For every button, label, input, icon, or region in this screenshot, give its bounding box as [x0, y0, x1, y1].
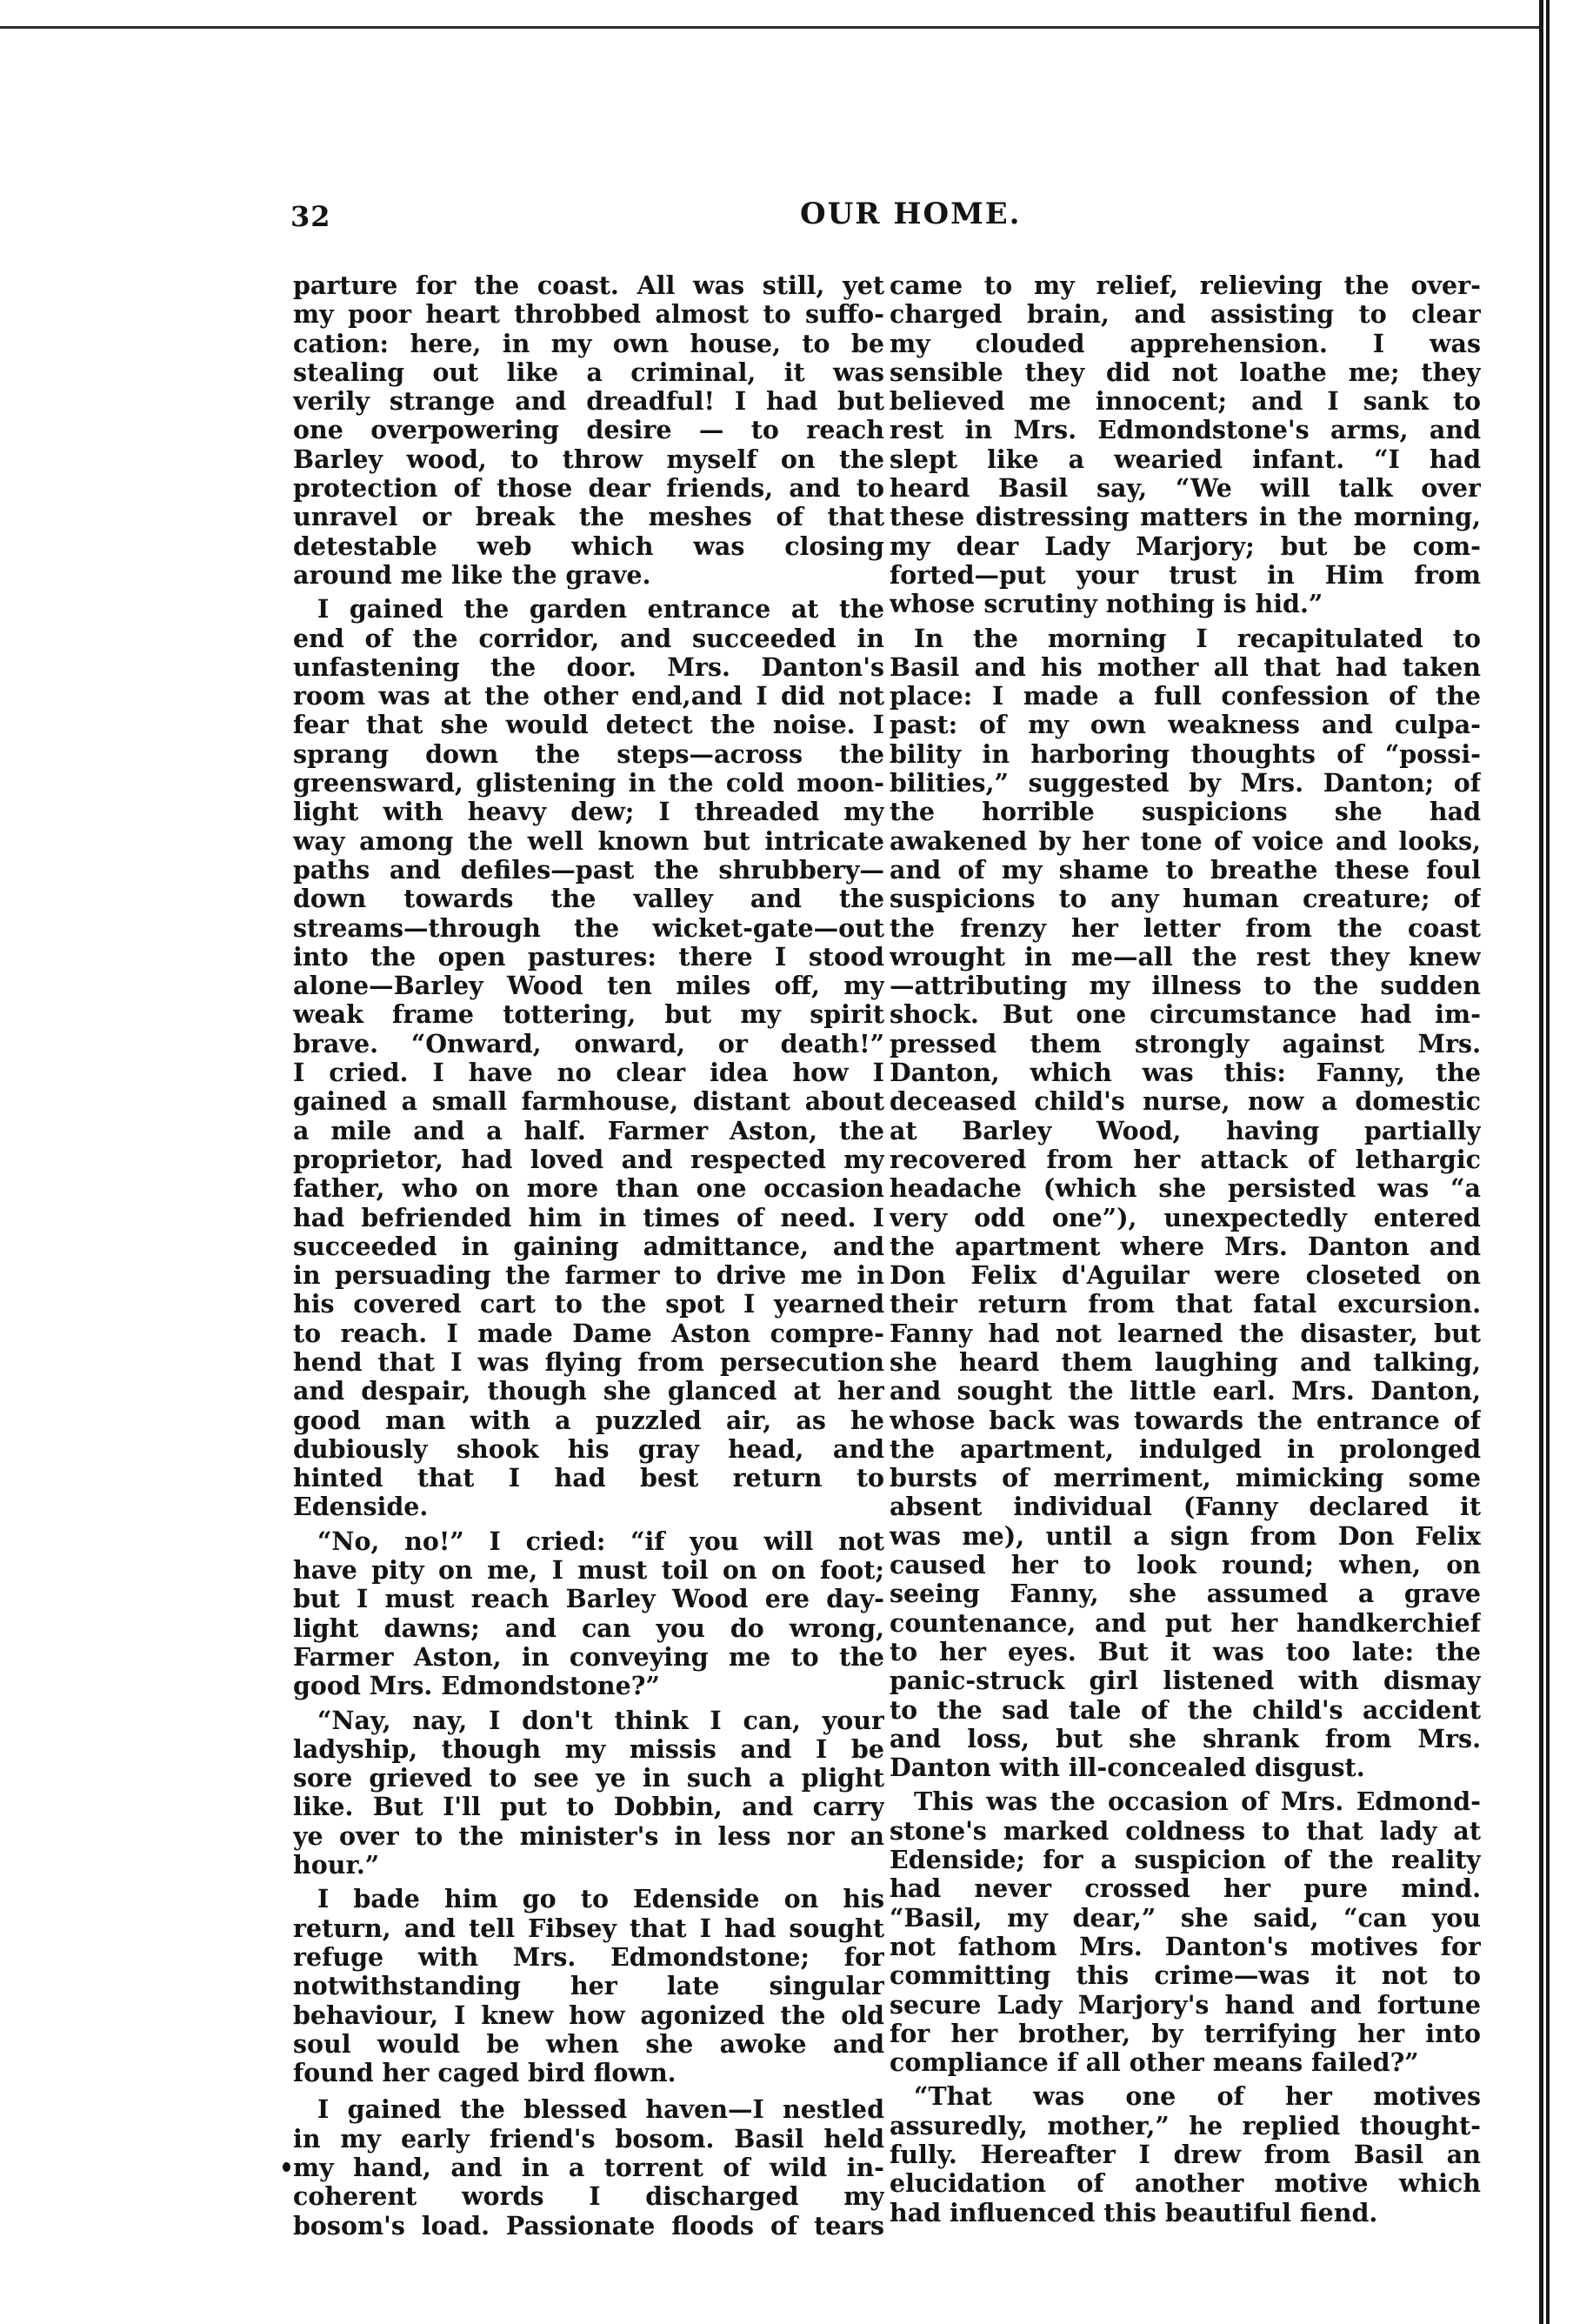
text-line: good Mrs. Edmondstone?” [293, 1672, 660, 1701]
text-line: their return from that fatal excursion. [890, 1290, 1481, 1319]
text-line: awakened by her tone of voice and looks, [890, 826, 1481, 856]
text-line: wrought in me—all the rest they knew [890, 942, 1481, 972]
text-line: —attributing my illness to the sudden [890, 972, 1481, 1001]
text-line: the horrible suspicions she had [890, 798, 1481, 827]
text-line: and loss, but she shrank from Mrs. [890, 1724, 1481, 1753]
text-line: return, and tell Fibsey that I had sought [293, 1913, 884, 1943]
paragraph-start: “No, no!” I cried: “if you will not [317, 1526, 884, 1556]
text-line: caused her to look round; when, on [890, 1551, 1481, 1580]
text-line: past: of my own weakness and culpa- [890, 711, 1481, 740]
text-line: bursts of merriment, mimicking some [890, 1464, 1481, 1493]
text-line: Don Felix d'Aguilar were closeted on [890, 1261, 1481, 1291]
text-line: Edenside; for a suspicion of the reality [890, 1846, 1481, 1875]
text-line: and sought the little earl. Mrs. Danton, [890, 1377, 1481, 1406]
text-line: his covered cart to the spot I yearned [293, 1290, 884, 1319]
text-line: Barley wood, to throw myself on the [293, 444, 884, 474]
text-line: shock. But one circumstance had im- [890, 1000, 1481, 1030]
text-line: Fanny had not learned the disaster, but [890, 1319, 1481, 1348]
text-line: my hand, and in a torrent of wild in- [293, 2154, 884, 2182]
text-line: parture for the coast. All was still, yet [293, 271, 884, 300]
text-line: brave. “Onward, onward, or death!” [293, 1029, 884, 1058]
text-line: behaviour, I knew how agonized the old [293, 2000, 884, 2030]
paragraph-start: I bade him go to Edenside on his [317, 1885, 884, 1914]
text-line: rest in Mrs. Edmondstone's arms, and [890, 416, 1481, 445]
text-line: believed me innocent; and I sank to [890, 387, 1481, 417]
ink-spot [283, 2162, 290, 2172]
text-line: my poor heart throbbed almost to suffo- [293, 300, 884, 330]
text-line: secure Lady Marjory's hand and fortune [890, 1990, 1481, 2020]
text-line: headache (which she persisted was “a [890, 1174, 1481, 1204]
text-line: coherent words I discharged my [293, 2182, 884, 2212]
text-line: bosom's load. Passionate floods of tears [293, 2211, 884, 2241]
text-line: Danton with ill-concealed disgust. [890, 1753, 1365, 1783]
text-line: one overpowering desire — to reach [293, 416, 884, 445]
text-line: committing this crime—was it not to [890, 1961, 1481, 1991]
text-line: sensible they did not loathe me; they [890, 357, 1481, 387]
text-line: bility in harboring thoughts of “possi- [890, 739, 1481, 769]
text-line: soul would be when she awoke and [293, 2029, 884, 2059]
text-line: gained a small farmhouse, distant about [293, 1087, 884, 1117]
text-line: verily strange and dreadful! I had but [293, 387, 884, 417]
paragraph-start: “That was one of her motives [914, 2082, 1481, 2112]
text-line: have pity on me, I must toil on on foot; [293, 1556, 884, 1586]
text-line: light dawns; and can you do wrong, [293, 1613, 884, 1643]
text-line: absent individual (Fanny declared it [890, 1493, 1481, 1522]
page-edge-frame [1539, 0, 1550, 2324]
text-line: hend that I was flying from persecution [293, 1347, 884, 1377]
text-line: had influenced this beautiful fiend. [890, 2198, 1378, 2227]
paragraph-start: I gained the blessed haven—I nestled [317, 2095, 884, 2125]
text-line: greensward, glistening in the cold moon- [293, 769, 884, 798]
text-line: in my early friend's bosom. Basil held [293, 2124, 884, 2154]
text-line: deceased child's nurse, now a domestic [890, 1087, 1481, 1117]
text-line: ye over to the minister's in less nor an [293, 1821, 884, 1851]
text-line: stealing out like a criminal, it was [293, 357, 884, 387]
text-line: recovered from her attack of lethargic [890, 1145, 1481, 1174]
text-line: compliance if all other means failed?” [890, 2048, 1419, 2078]
text-line: good man with a puzzled air, as he [293, 1406, 884, 1435]
text-line: had befriended him in times of need. I [293, 1203, 884, 1232]
text-line: but I must reach Barley Wood ere day- [293, 1585, 884, 1614]
text-line: Farmer Aston, in conveying me to the [293, 1642, 884, 1672]
text-line: for her brother, by terrifying her into [890, 2019, 1481, 2048]
text-line: end of the corridor, and succeeded in [293, 624, 884, 653]
text-line: Danton, which was this: Fanny, the [890, 1058, 1481, 1088]
text-line: at Barley Wood, having partially [890, 1116, 1481, 1145]
text-line: charged brain, and assisting to clear [890, 300, 1481, 330]
text-line: hour.” [293, 1851, 380, 1880]
text-line: very odd one”), unexpectedly entered [890, 1203, 1481, 1232]
text-line: the apartment, indulged in prolonged [890, 1434, 1481, 1464]
text-line: notwithstanding her late singular [293, 1972, 884, 2001]
text-line: she heard them laughing and talking, [890, 1347, 1481, 1377]
text-line: fully. Hereafter I drew from Basil an [890, 2140, 1481, 2169]
text-line: bilities,” suggested by Mrs. Danton; of [890, 769, 1481, 798]
text-line: my dear Lady Marjory; but be com- [890, 531, 1481, 561]
top-rule [0, 26, 1543, 29]
text-line: place: I made a full confession of the [890, 682, 1481, 711]
text-line: pressed them strongly against Mrs. [890, 1029, 1481, 1058]
text-line: stone's marked coldness to that lady at [890, 1816, 1481, 1846]
text-line: whose scrutiny nothing is hid.” [890, 590, 1323, 619]
text-line: suspicions to any human creature; of [890, 885, 1481, 914]
text-line: ladyship, though my missis and I be [293, 1734, 884, 1764]
paragraph-start: In the morning I recapitulated to [914, 624, 1481, 653]
right-column [890, 271, 1481, 2227]
text-line: dubiously shook his gray head, and [293, 1434, 884, 1464]
text-line: weak frame tottering, but my spirit [293, 1000, 884, 1030]
running-title: OUR HOME. [800, 197, 1022, 231]
text-line: streams—through the wicket-gate—out [293, 913, 884, 943]
text-line: around me like the grave. [293, 560, 651, 590]
text-line: succeeded in gaining admittance, and [293, 1232, 884, 1261]
text-line: seeing Fanny, she assumed a grave [890, 1579, 1481, 1609]
text-line: to reach. I made Dame Aston compre- [293, 1319, 884, 1348]
text-line: slept like a wearied infant. “I had [890, 444, 1481, 474]
text-line: room was at the other end,and I did not [293, 682, 884, 711]
text-line: light with heavy dew; I threaded my [293, 798, 884, 827]
text-line: way among the well known but intricate [293, 826, 884, 856]
text-line: whose back was towards the entrance of [890, 1406, 1481, 1435]
text-line: “Basil, my dear,” she said, “can you [890, 1903, 1481, 1933]
text-line: alone—Barley Wood ten miles off, my [293, 972, 884, 1001]
text-line: to her eyes. But it was too late: the [890, 1637, 1481, 1666]
text-line: fear that she would detect the noise. I [293, 711, 884, 740]
text-line: father, who on more than one occasion [293, 1174, 884, 1204]
text-line: was me), until a sign from Don Felix [890, 1521, 1481, 1551]
text-line: and of my shame to breathe these foul [890, 855, 1481, 885]
text-line: the frenzy her letter from the coast [890, 913, 1481, 943]
paragraph-start: This was the occasion of Mrs. Edmond- [914, 1787, 1481, 1817]
text-line: forted—put your trust in Him from [890, 560, 1481, 590]
text-line: a mile and a half. Farmer Aston, the [293, 1116, 884, 1145]
text-line: assuredly, mother,” he replied thought- [890, 2111, 1481, 2140]
text-line: hinted that I had best return to [293, 1464, 884, 1493]
text-line: and despair, though she glanced at her [293, 1377, 884, 1406]
text-line: I cried. I have no clear idea how I [293, 1058, 884, 1088]
text-line: into the open pastures: there I stood [293, 942, 884, 972]
text-line: these distressing matters in the morning, [890, 503, 1481, 532]
paragraph-start: I gained the garden entrance at the [317, 595, 884, 624]
text-line: detestable web which was closing [293, 531, 884, 561]
text-line: elucidation of another motive which [890, 2169, 1481, 2199]
text-line: panic-struck girl listened with dismay [890, 1666, 1481, 1696]
text-line: had never crossed her pure mind. [890, 1874, 1481, 1904]
text-line: Basil and his mother all that had taken [890, 652, 1481, 682]
text-line: not fathom Mrs. Danton's motives for [890, 1932, 1481, 1961]
text-line: heard Basil say, “We will talk over [890, 474, 1481, 504]
text-line: sore grieved to see ye in such a plight [293, 1764, 884, 1793]
text-line: Edenside. [293, 1493, 429, 1522]
text-line: sprang down the steps—across the [293, 739, 884, 769]
text-line: countenance, and put her handkerchief [890, 1608, 1481, 1638]
text-line: the apartment where Mrs. Danton and [890, 1232, 1481, 1261]
text-line: protection of those dear friends, and to [293, 474, 884, 504]
text-line: refuge with Mrs. Edmondstone; for [293, 1942, 884, 1972]
text-line: unfastening the door. Mrs. Danton's [293, 652, 884, 682]
text-line: like. But I'll put to Dobbin, and carry [293, 1793, 884, 1822]
left-column [293, 271, 884, 2241]
text-line: cation: here, in my own house, to be [293, 329, 884, 358]
paragraph-start: “Nay, nay, I don't think I can, your [317, 1706, 884, 1735]
text-line: found her caged bird flown. [293, 2059, 677, 2088]
text-line: came to my relief, relieving the over- [890, 271, 1481, 300]
page-number: 32 [290, 200, 331, 233]
text-line: in persuading the farmer to drive me in [293, 1261, 884, 1291]
text-line: to the sad tale of the child's accident [890, 1695, 1481, 1725]
text-line: proprietor, had loved and respected my [293, 1145, 884, 1174]
text-line: paths and defiles—past the shrubbery— [293, 855, 884, 885]
text-line: my clouded apprehension. I was [890, 329, 1481, 358]
text-line: unravel or break the meshes of that [293, 503, 884, 532]
text-line: down towards the valley and the [293, 885, 884, 914]
